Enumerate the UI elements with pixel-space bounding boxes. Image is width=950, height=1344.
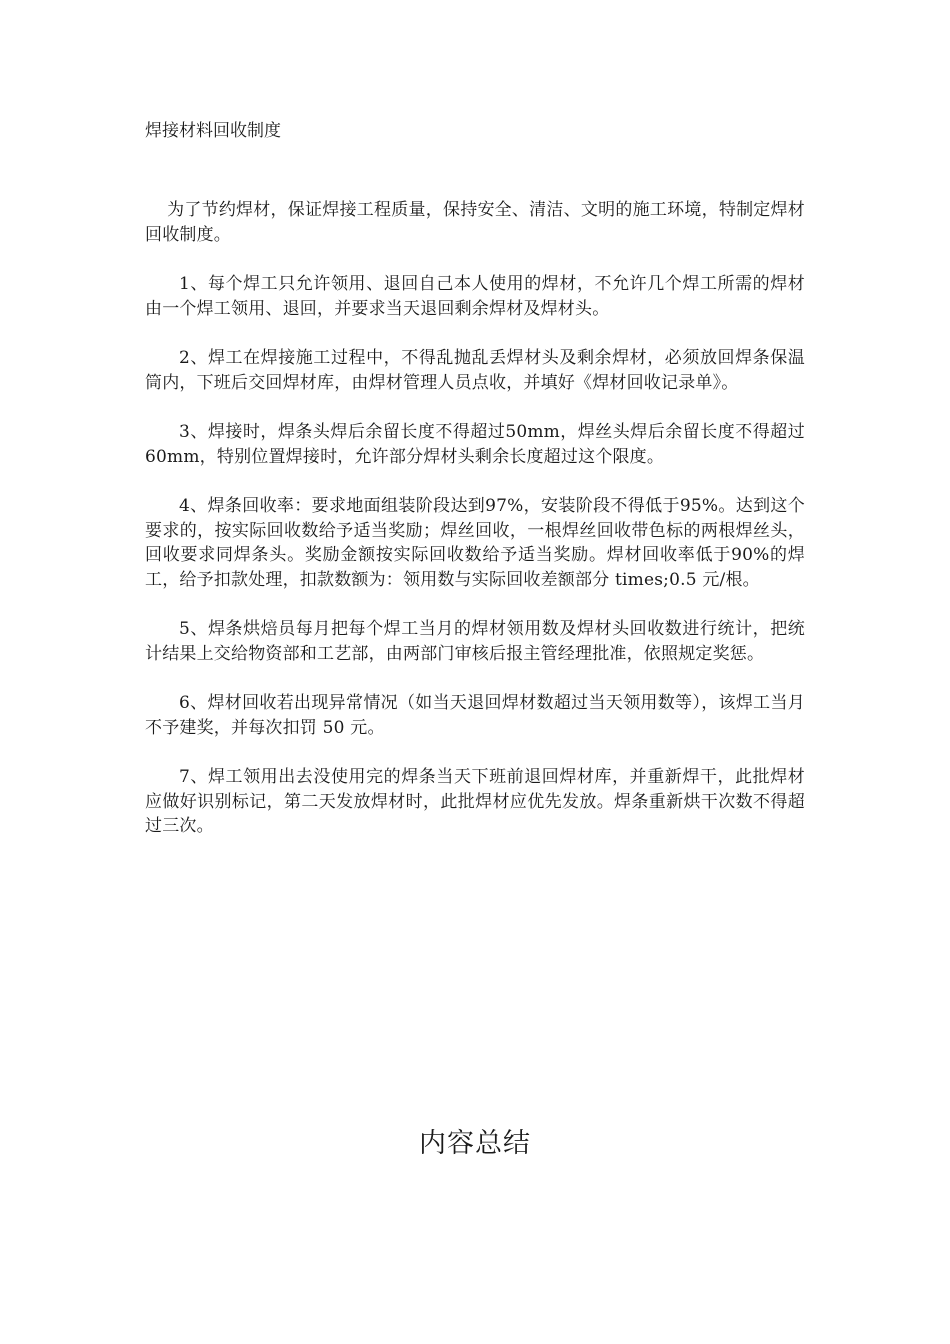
rule-paragraph-4: 4、焊条回收率：要求地面组装阶段达到97%，安装阶段不得低于95%。达到这个要求的，按实际回收数给予适当奖励；焊丝回收，一根焊丝回收带色标的两根焊丝头，回收要求同焊条头。奖励金额按实际回收数给予适当奖励。焊材回收率低于90%的焊工，给予扣款处理，扣款数额为：领用数与实际回收差额部分 times;0.5 元/根。 [145, 496, 805, 590]
document-title: 焊接材料回收制度 [145, 121, 281, 141]
summary-heading: 内容总结 [419, 1128, 531, 1159]
rule-paragraph-6: 6、焊材回收若出现异常情况（如当天退回焊材数超过当天领用数等），该焊工当月不予建奖，并每次扣罚 50 元。 [145, 693, 805, 738]
rule-paragraph-7: 7、焊工领用出去没使用完的焊条当天下班前退回焊材库，并重新焊干，此批焊材应做好识别标记，第二天发放焊材时，此批焊材应优先发放。焊条重新烘干次数不得超过三次。 [145, 767, 805, 836]
rule-paragraph-1: 1、每个焊工只允许领用、退回自己本人使用的焊材，不允许几个焊工所需的焊材由一个焊工领用、退回，并要求当天退回剩余焊材及焊材头。 [145, 274, 805, 319]
intro-paragraph: 为了节约焊材，保证焊接工程质量，保持安全、清洁、文明的施工环境，特制定焊材回收制度。 [145, 200, 805, 245]
document-page [145, 118, 805, 864]
rule-paragraph-3: 3、焊接时，焊条头焊后余留长度不得超过50mm，焊丝头焊后余留长度不得超过60mm，特别位置焊接时，允许部分焊材头剩余长度超过这个限度。 [145, 422, 805, 467]
document-body [145, 198, 805, 839]
rule-paragraph-5: 5、焊条烘焙员每月把每个焊工当月的焊材领用数及焊材头回收数进行统计，把统计结果上交给物资部和工艺部，由两部门审核后报主管经理批准，依照规定奖惩。 [145, 619, 805, 664]
rule-paragraph-2: 2、焊工在焊接施工过程中，不得乱抛乱丢焊材头及剩余焊材，必须放回焊条保温筒内，下班后交回焊材库，由焊材管理人员点收，并填好《焊材回收记录单》。 [145, 348, 805, 393]
